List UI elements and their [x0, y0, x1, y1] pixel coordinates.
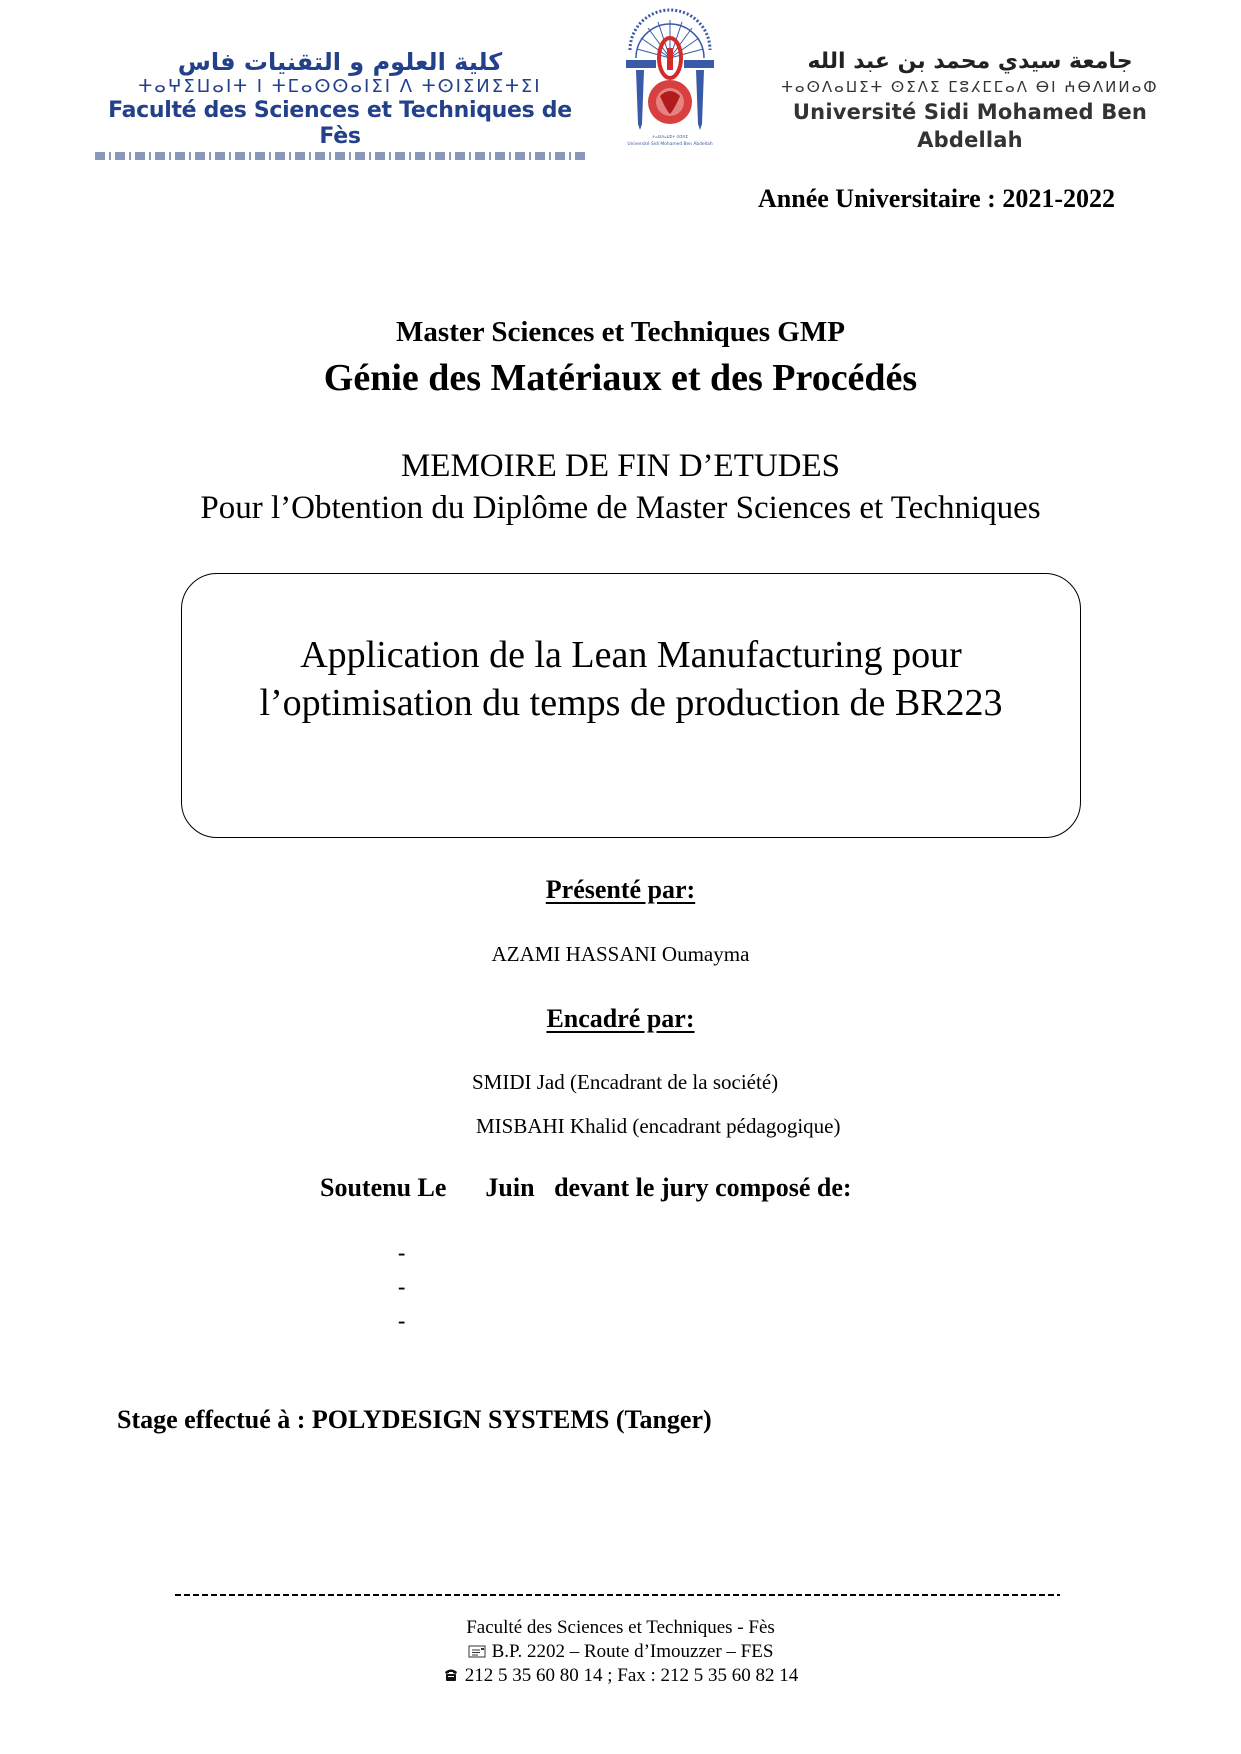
jury-member-2: -	[398, 1274, 406, 1299]
thesis-title-line-1: Application de la Lean Manufacturing pour	[300, 634, 962, 676]
fst-name-french: Faculté des Sciences et Techniques de Fès	[108, 98, 572, 149]
diploma-purpose: Pour l’Obtention du Diplôme de Master Sciences et Techniques	[200, 490, 1041, 526]
supervisor-company: SMIDI Jad (Encadrant de la société)	[472, 1070, 779, 1094]
svg-text:Université Sidi Mohamed Ben Ab: Université Sidi Mohamed Ben Abdellah	[627, 142, 713, 147]
usmba-name-tifinagh: ⵜⴰⵙⴷⴰⵡⵉⵜ ⵙⵉⴷⵉ ⵎⵓⵃⵎⵎⴰⴷ ⴱⵏ ⵄⴱⴷⵍⵍⴰⵀ	[781, 78, 1159, 96]
fst-name-tifinagh: ⵜⴰⵖⵉⵡⴰⵏⵜ ⵏ ⵜⵎⴰⵙⵙⴰⵏⵉⵏ ⴷ ⵜⵙⵏⵉⵍⵉⵜⵉⵏ	[138, 76, 542, 97]
footer-phone	[0, 1664, 1241, 1689]
footer-address-text: B.P. 2202 – Route d’Imouzzer – FES	[491, 1641, 774, 1662]
jury-member-3: -	[398, 1308, 406, 1333]
jury-member-1: -	[398, 1240, 406, 1265]
university-emblem	[622, 6, 718, 150]
fst-decorative-underline	[95, 152, 585, 160]
thesis-title	[182, 631, 1080, 727]
defense-statement: Soutenu Le Juin devant le jury composé de:	[320, 1173, 852, 1202]
usmba-name-arabic: جامعة سيدي محمد بن عبد الله	[807, 49, 1133, 74]
footer-institution: Faculté des Sciences et Techniques - Fès	[466, 1617, 775, 1638]
footer-divider	[175, 1594, 1060, 1596]
presented-by-label: Présenté par:	[545, 875, 696, 904]
usmba-name-french: Université Sidi Mohamed Ben Abdellah	[792, 100, 1148, 152]
program-specialty: Génie des Matériaux et des Procédés	[323, 357, 918, 399]
telephone-icon	[443, 1665, 459, 1689]
supervised-by-label: Encadré par:	[546, 1004, 695, 1033]
fst-logo	[95, 48, 585, 149]
internship-location: Stage effectué à : POLYDESIGN SYSTEMS (Tanger)	[117, 1405, 712, 1434]
svg-text:ⵜⴰⵙⴷⴰⵡⵉⵜ ⵙⵉⴷⵉ: ⵜⴰⵙⴷⴰⵡⵉⵜ ⵙⵉⴷⵉ	[652, 134, 688, 139]
master-program: Master Sciences et Techniques GMP	[396, 316, 845, 348]
emblem-icon	[622, 6, 718, 150]
footer-address	[0, 1640, 1241, 1665]
mailbox-icon	[468, 1641, 486, 1665]
thesis-title-line-2: l’optimisation du temps de production de BR223	[259, 682, 1003, 724]
footer-phone-text: 212 5 35 60 80 14 ; Fax : 212 5 35 60 82 14	[464, 1665, 799, 1686]
document-type: MEMOIRE DE FIN D’ETUDES	[400, 448, 841, 484]
supervisor-academic: MISBAHI Khalid (encadrant pédagogique)	[476, 1114, 841, 1138]
student-name: AZAMI HASSANI Oumayma	[491, 942, 750, 966]
academic-year: Année Universitaire : 2021-2022	[758, 184, 1115, 213]
fst-name-arabic: كلية العلوم و التقنيات فاس	[177, 48, 503, 76]
usmba-logo	[755, 48, 1185, 152]
thesis-title-box	[181, 573, 1081, 838]
